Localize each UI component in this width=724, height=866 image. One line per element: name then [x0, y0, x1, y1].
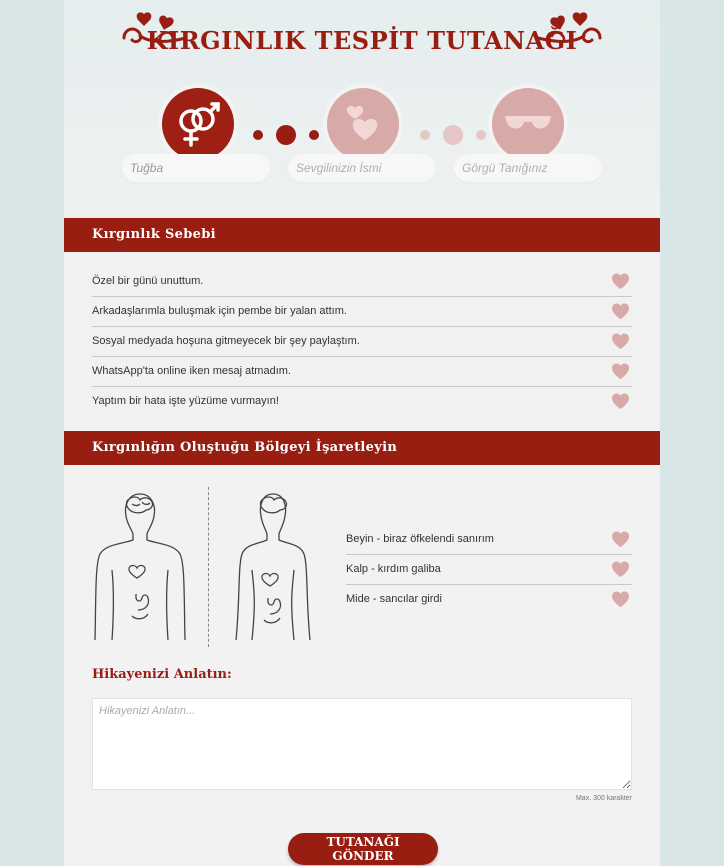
story-label: Hikayenizi Anlatın:: [92, 667, 232, 682]
partner-name-input[interactable]: [288, 154, 436, 182]
page-title: KIRGINLIK TESPİT TUTANAĞI: [146, 26, 578, 55]
region-list: [346, 525, 632, 614]
heart-checkbox-icon[interactable]: [611, 303, 630, 320]
heart-checkbox-icon[interactable]: [611, 531, 630, 548]
heart-checkbox-icon[interactable]: [611, 273, 630, 290]
your-name-input[interactable]: [122, 154, 270, 182]
step-1-circle[interactable]: [162, 88, 234, 160]
reason-option[interactable]: Yaptım bir hata işte yüzüme vurmayın!: [92, 387, 632, 416]
witness-name-input[interactable]: [454, 154, 602, 182]
page: [64, 0, 660, 866]
story-textarea[interactable]: [92, 698, 632, 790]
step-2-circle[interactable]: [327, 88, 399, 160]
step-dot: [443, 125, 463, 145]
heart-checkbox-icon[interactable]: [611, 363, 630, 380]
region-option[interactable]: Mide - sancılar girdi: [346, 585, 632, 614]
step-dot: [309, 130, 319, 140]
hearts-icon: [341, 102, 385, 146]
heart-checkbox-icon[interactable]: [611, 591, 630, 608]
reason-option[interactable]: Arkadaşlarımla buluşmak için pembe bir yalan attım.: [92, 297, 632, 327]
heart-checkbox-icon[interactable]: [611, 393, 630, 410]
heart-checkbox-icon[interactable]: [611, 561, 630, 578]
body-divider: [208, 487, 209, 647]
heart-checkbox-icon[interactable]: [611, 333, 630, 350]
submit-button[interactable]: TUTANAĞI GÖNDER: [288, 833, 438, 865]
reasons-section-title: Kırgınlık Sebebi: [64, 218, 660, 252]
reason-option[interactable]: Sosyal medyada hoşuna gitmeyecek bir şey paylaştım.: [92, 327, 632, 357]
step-3-circle[interactable]: [492, 88, 564, 160]
region-option[interactable]: Kalp - kırdım galiba: [346, 555, 632, 585]
body-front-icon: [92, 490, 188, 640]
max-chars-note: Max. 300 karakter: [575, 795, 632, 802]
step-dot: [420, 130, 430, 140]
reason-option[interactable]: Özel bir günü unuttum.: [92, 267, 632, 297]
header: [64, 12, 660, 68]
gender-symbols-icon: [176, 99, 220, 149]
reason-option[interactable]: WhatsApp'ta online iken mesaj atmadım.: [92, 357, 632, 387]
reasons-list: [92, 267, 632, 416]
body-female-icon: [232, 490, 314, 640]
heart-flourish-right-icon: [534, 12, 604, 52]
step-dot: [476, 130, 486, 140]
sunglasses-icon: [503, 112, 553, 136]
step-dot: [253, 130, 263, 140]
step-dot: [276, 125, 296, 145]
region-section-title: Kırgınlığın Oluştuğu Bölgeyi İşaretleyin: [64, 431, 660, 465]
region-option[interactable]: Beyin - biraz öfkelendi sanırım: [346, 525, 632, 555]
